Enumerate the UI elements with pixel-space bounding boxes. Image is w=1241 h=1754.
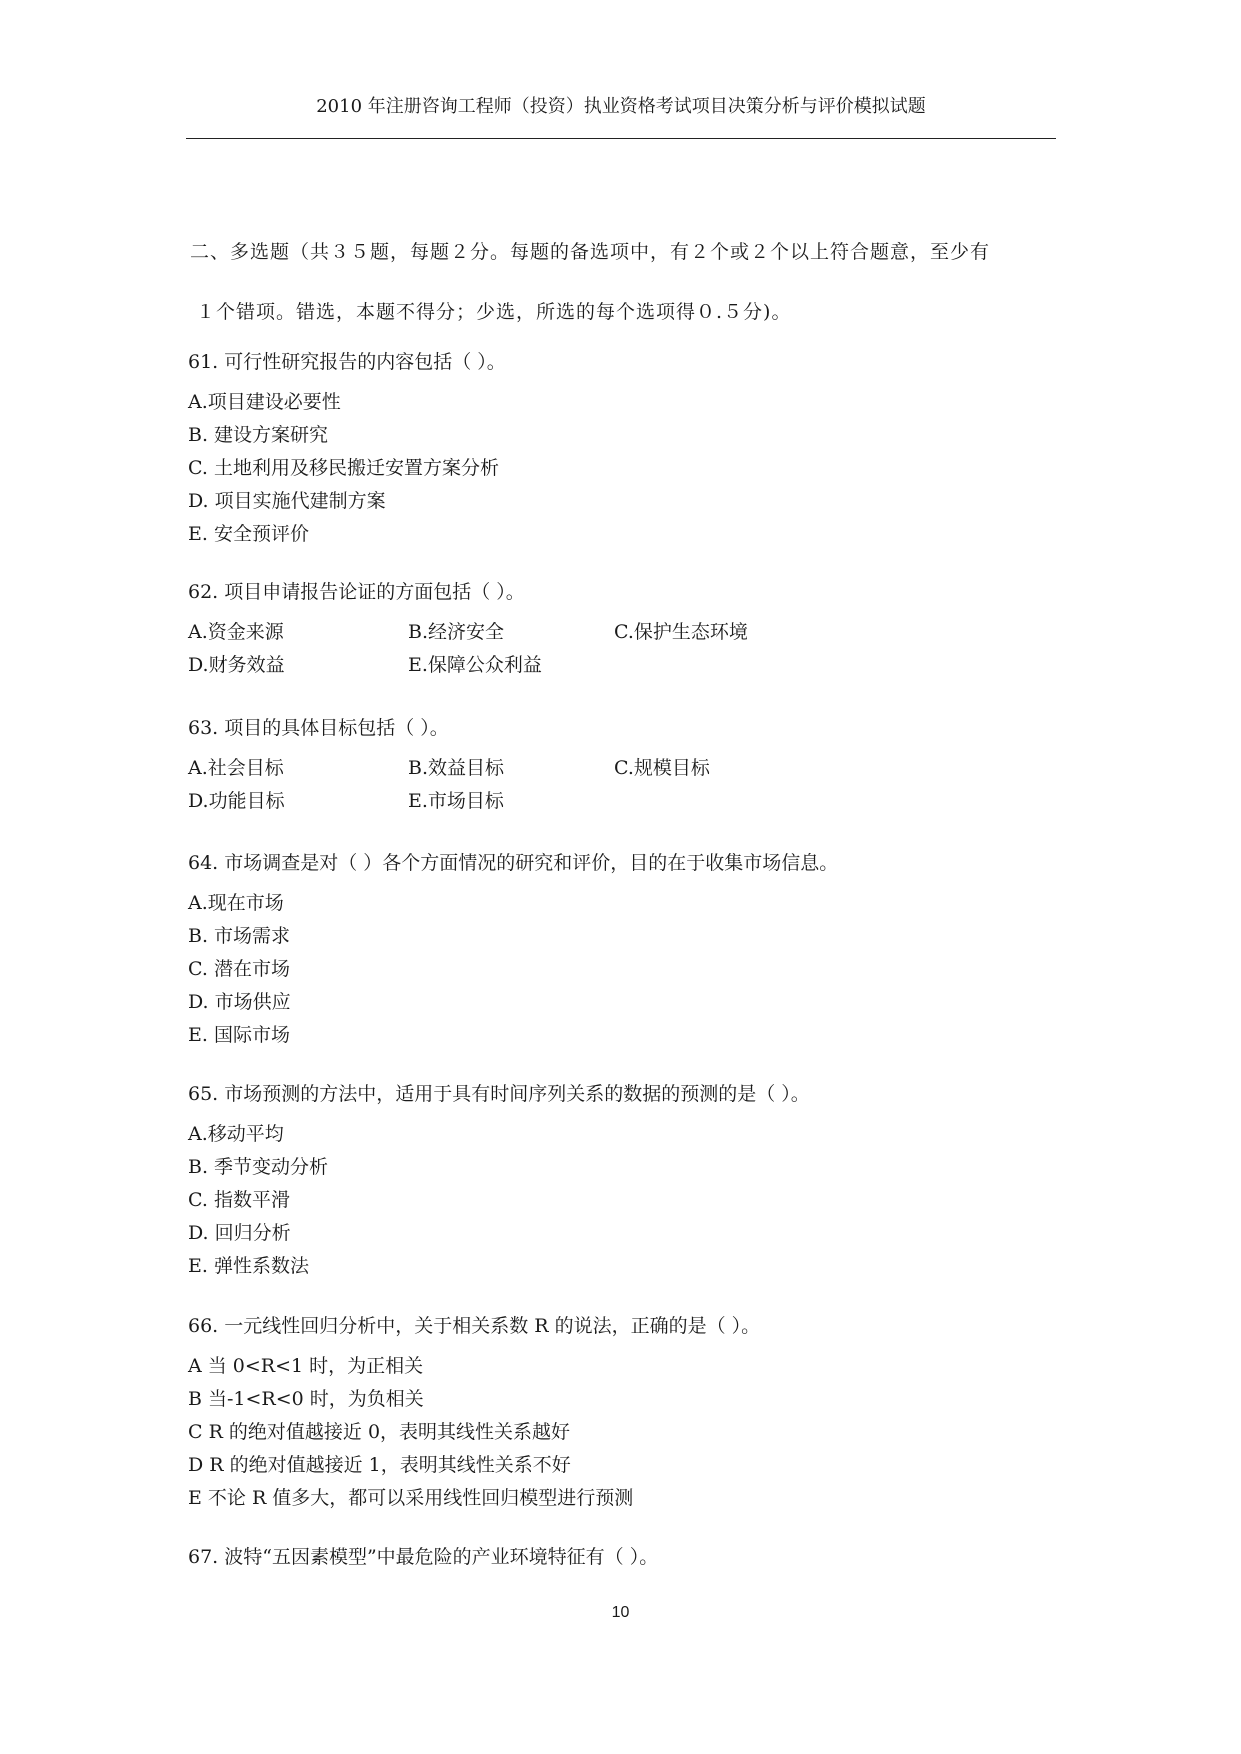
option-e: E. 弹性系数法 [188, 1255, 309, 1277]
question-title: 62. 项目申请报告论证的方面包括（ ）。 [188, 581, 525, 603]
option-c: C R 的绝对值越接近 0，表明其线性关系越好 [188, 1421, 571, 1443]
option-e: E. 国际市场 [188, 1024, 290, 1046]
option-d: D. 市场供应 [188, 991, 291, 1013]
option-d: D R 的绝对值越接近 1，表明其线性关系不好 [188, 1454, 571, 1476]
question-title: 61. 可行性研究报告的内容包括（ ）。 [188, 351, 506, 373]
option-c: C. 指数平滑 [188, 1189, 290, 1211]
option-e: E. 安全预评价 [188, 523, 309, 545]
question-64 [188, 851, 838, 1052]
question-title: 65. 市场预测的方法中，适用于具有时间序列关系的数据的预测的是（ ）。 [188, 1083, 810, 1105]
option-d: D. 回归分析 [188, 1222, 291, 1244]
option-grid [188, 616, 834, 682]
section-intro [190, 222, 1070, 342]
option-a: A 当 0<R<1 时，为正相关 [188, 1355, 424, 1377]
option-a: A.资金来源 [188, 621, 284, 643]
option-c: C. 潜在市场 [188, 958, 290, 980]
option-b: B.效益目标 [408, 757, 505, 779]
question-67 [188, 1545, 658, 1581]
question-66 [188, 1314, 760, 1515]
option-e: E 不论 R 值多大，都可以采用线性回归模型进行预测 [188, 1487, 634, 1509]
option-b: B. 市场需求 [188, 925, 291, 947]
header-divider [186, 138, 1056, 139]
option-e: E.保障公众利益 [408, 654, 542, 676]
option-e: E.市场目标 [408, 790, 504, 812]
question-title: 64. 市场调查是对（ ）各个方面情况的研究和评价，目的在于收集市场信息。 [188, 852, 839, 874]
option-a: A.现在市场 [188, 892, 284, 914]
question-title: 66. 一元线性回归分析中，关于相关系数 R 的说法，正确的是（ ）。 [188, 1315, 761, 1337]
option-d: D.财务效益 [188, 654, 285, 676]
section-intro-line-1: 二、多选题（共３５题，每题２分。每题的备选项中，有２个或２个以上符合题意，至少有 [190, 241, 991, 263]
option-a: A.移动平均 [188, 1123, 284, 1145]
option-c: C.规模目标 [614, 757, 710, 779]
question-65 [188, 1082, 810, 1283]
option-b: B. 季节变动分析 [188, 1156, 329, 1178]
option-c: C. 土地利用及移民搬迁安置方案分析 [188, 457, 499, 479]
option-d: D. 项目实施代建制方案 [188, 490, 386, 512]
question-62 [188, 580, 834, 682]
question-61 [188, 350, 506, 551]
question-title: 67. 波特“五因素模型”中最危险的产业环境特征有（ ）。 [188, 1546, 659, 1568]
question-title: 63. 项目的具体目标包括（ ）。 [188, 717, 449, 739]
question-63 [188, 716, 834, 818]
section-intro-line-2: １个错项。错选，本题不得分；少选，所选的每个选项得０.５分)。 [196, 301, 792, 323]
option-b: B 当-1<R<0 时，为负相关 [188, 1388, 424, 1410]
option-grid [188, 752, 834, 818]
page-header: 2010 年注册咨询工程师（投资）执业资格考试项目决策分析与评价模拟试题 [316, 96, 926, 117]
option-b: B.经济安全 [408, 621, 505, 643]
option-c: C.保护生态环境 [614, 621, 748, 643]
option-b: B. 建设方案研究 [188, 424, 329, 446]
option-d: D.功能目标 [188, 790, 285, 812]
option-a: A.社会目标 [188, 757, 284, 779]
option-a: A.项目建设必要性 [188, 391, 341, 413]
page-number: 10 [611, 1604, 630, 1621]
